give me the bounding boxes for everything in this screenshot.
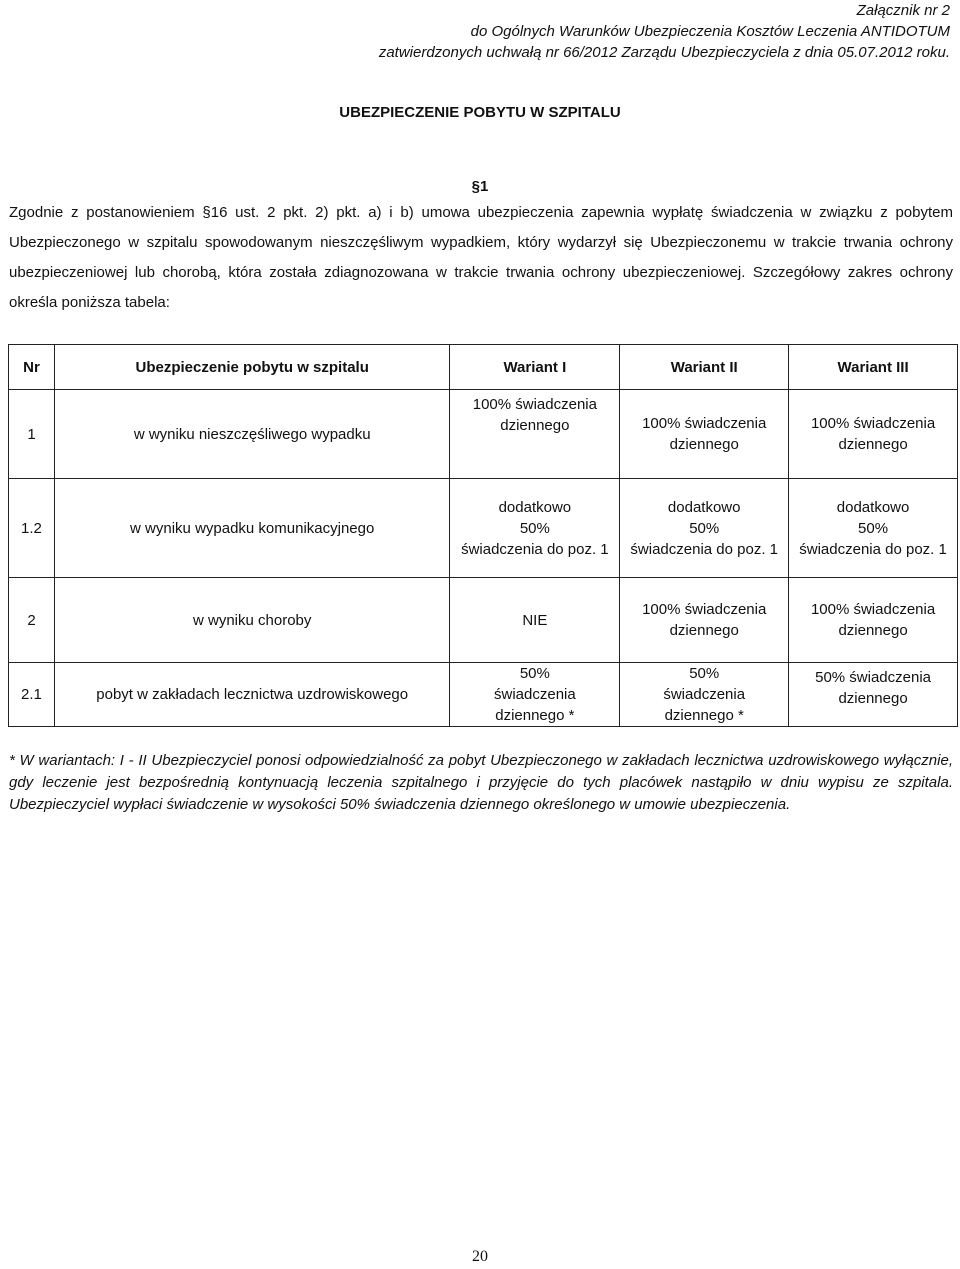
variant-1-cell: dodatkowo 50% świadczenia do poz. 1 <box>450 479 620 578</box>
variant-3-cell: 100% świadczenia dziennego <box>789 578 958 663</box>
header-variant-1: Wariant I <box>450 345 620 390</box>
header-variant-2: Wariant II <box>620 345 789 390</box>
header-description: Ubezpieczenie pobytu w szpitalu <box>54 345 449 390</box>
row-nr: 2 <box>9 578 55 663</box>
table-row <box>9 578 958 663</box>
variant-2-cell: 50% świadczenia dziennego * <box>620 663 789 727</box>
variant-2-cell: 100% świadczenia dziennego <box>620 390 789 479</box>
variant-2-cell: dodatkowo 50% świadczenia do poz. 1 <box>620 479 789 578</box>
header-variant-3: Wariant III <box>789 345 958 390</box>
variant-1-cell: NIE <box>450 578 620 663</box>
footnote: * W wariantach: I - II Ubezpieczyciel ponosi odpowiedzialność za pobyt Ubezpieczonego w zakładach lecznictwa uzdrowiskowego wyłącznie, gdy leczenie jest bezpośrednią kontynuacją leczenia szpitalnego i przyjęcie do tych placówek nastąpiło w dniu wypisu ze szpitala. Ubezpieczyciel wypłaci świadczenie w wysokości 50% świadczenia dziennego określonego w umowie ubezpieczenia. <box>9 752 953 813</box>
document-header <box>379 0 950 63</box>
row-description: pobyt w zakładach lecznictwa uzdrowiskowego <box>54 663 449 727</box>
annex-approval: zatwierdzonych uchwałą nr 66/2012 Zarządu Ubezpieczyciela z dnia 05.07.2012 roku. <box>378 44 950 61</box>
coverage-table <box>8 344 958 727</box>
body-paragraph: Zgodnie z postanowieniem §16 ust. 2 pkt. 2) pkt. a) i b) umowa ubezpieczenia zapewnia wypłatę świadczenia w związku z pobytem Ubezpieczonego w szpitalu spowodowanym nieszczęśliwym wypadkiem, który wydarzył się Ubezpieczonemu w trakcie trwania ochrony ubezpieczeniowej lub chorobą, która została zdiagnozowana w trakcie trwania ochrony ubezpieczeniowej. Szczegółowy zakres ochrony określa poniższa tabela: <box>9 204 953 311</box>
table-row <box>9 479 958 578</box>
document-title: UBEZPIECZENIE POBYTU W SZPITALU <box>339 104 621 121</box>
variant-1-cell: 100% świadczenia dziennego <box>450 390 620 479</box>
header-nr: Nr <box>9 345 55 390</box>
variant-3-cell: 50% świadczenia dziennego <box>789 663 958 727</box>
variant-2-cell: 100% świadczenia dziennego <box>620 578 789 663</box>
row-description: w wyniku wypadku komunikacyjnego <box>54 479 449 578</box>
table-row <box>9 663 958 727</box>
page-number: 20 <box>472 1248 488 1265</box>
annex-reference: do Ogólnych Warunków Ubezpieczenia Kosztów Leczenia ANTIDOTUM <box>470 23 950 40</box>
variant-1-cell: 50% świadczenia dziennego * <box>450 663 620 727</box>
table-header-row <box>9 345 958 390</box>
row-nr: 2.1 <box>9 663 55 727</box>
row-description: w wyniku choroby <box>54 578 449 663</box>
table-row <box>9 390 958 479</box>
row-description: w wyniku nieszczęśliwego wypadku <box>54 390 449 479</box>
annex-number: Załącznik nr 2 <box>856 2 950 19</box>
row-nr: 1 <box>9 390 55 479</box>
variant-3-cell: dodatkowo 50% świadczenia do poz. 1 <box>789 479 958 578</box>
paragraph-mark: §1 <box>471 178 489 195</box>
variant-3-cell: 100% świadczenia dziennego <box>789 390 958 479</box>
row-nr: 1.2 <box>9 479 55 578</box>
